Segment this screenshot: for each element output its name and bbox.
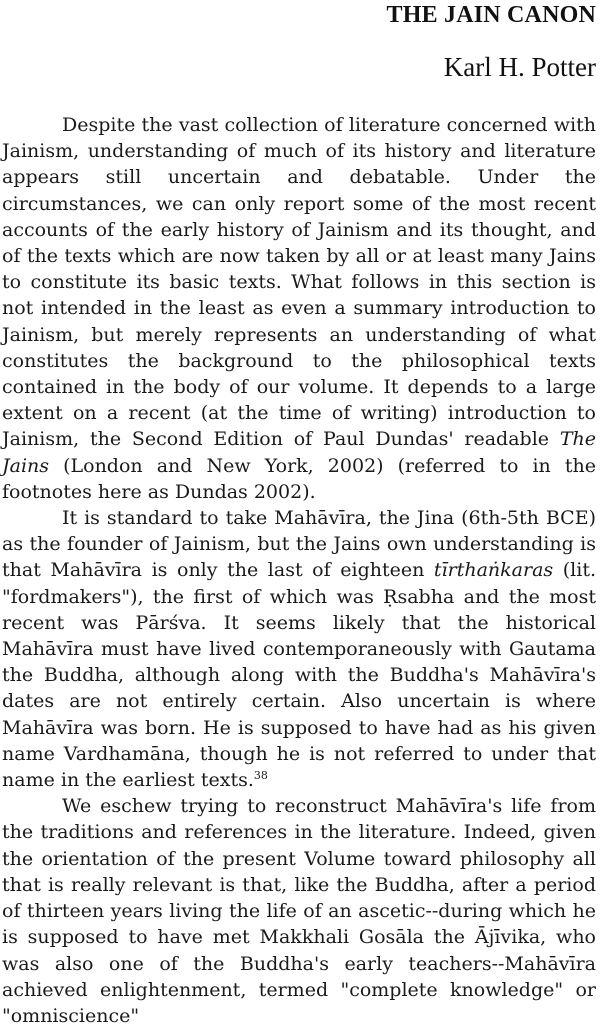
paragraph-3	[2, 793, 596, 1029]
chapter-title: THE JAIN CANON	[386, 2, 596, 28]
footnote-reference[interactable]: 38	[253, 769, 268, 783]
paragraph-2-text-a: It is standard to take Mahāvīra, the Jina (6th-5th BCE) as the founder of Jainism, but the Jains own understanding is that Mahāvīra is only the last of eighteen	[2, 507, 596, 582]
paragraph-1-text-b: (London and New York, 2002) (referred to in the footnotes here as Dundas 2002).	[2, 454, 596, 503]
paragraph-2-text-b: (lit. "fordmakers"), the first of which was Ṛsabha and the most recent was Pārśva. It seems likely that the historical Mahāvīra must have lived contemporaneously with Gautama the Buddha, although along with the Buddha's Mahāvīra's dates are not entirely certain. Also uncertain is where Mahāvīra was born. He is supposed to have had as his given name Vardhamāna, though he is not referred to under that name in the earliest texts.	[2, 559, 596, 792]
paragraph-1	[2, 112, 596, 505]
paragraph-3-text: We eschew trying to reconstruct Mahāvīra's life from the traditions and references in the literature. Indeed, given the orientation of the present Volume toward philosophy all that is really relevant is that, like the Buddha, after a period of thirteen years living the life of an ascetic--during which he is supposed to have met Makkhali Gosāla the Ājīvika, who was also one of the Buddha's early teachers--Mahāvīra achieved enlightenment, termed "complete knowledge" or "omniscience"	[2, 795, 596, 1027]
term-tirthankaras: tīrthaṅkaras	[433, 559, 554, 582]
author-name: Karl H. Potter	[443, 52, 596, 82]
book-title-the-jains: The Jains	[2, 428, 596, 477]
paragraph-1-text-a: Despite the vast collection of literature concerned with Jainism, understanding of much of its history and literature appears still uncertain and debatable. Under the circumstances, we can only report some of the most recent accounts of the early history of Jainism and its thought, and of the texts which are now taken by all or at least many Jains to constitute its basic texts. What follows in this section is not intended in the least as even a summary introduction to Jainism, but merely represents an understanding of what constitutes the background to the philosophical texts contained in the body of our volume. It depends to a large extent on a recent (at the time of writing) introduction to Jainism, the Second Edition of Paul Dundas' readable	[2, 114, 596, 451]
paragraph-2	[2, 505, 596, 793]
body-text	[2, 112, 596, 1029]
